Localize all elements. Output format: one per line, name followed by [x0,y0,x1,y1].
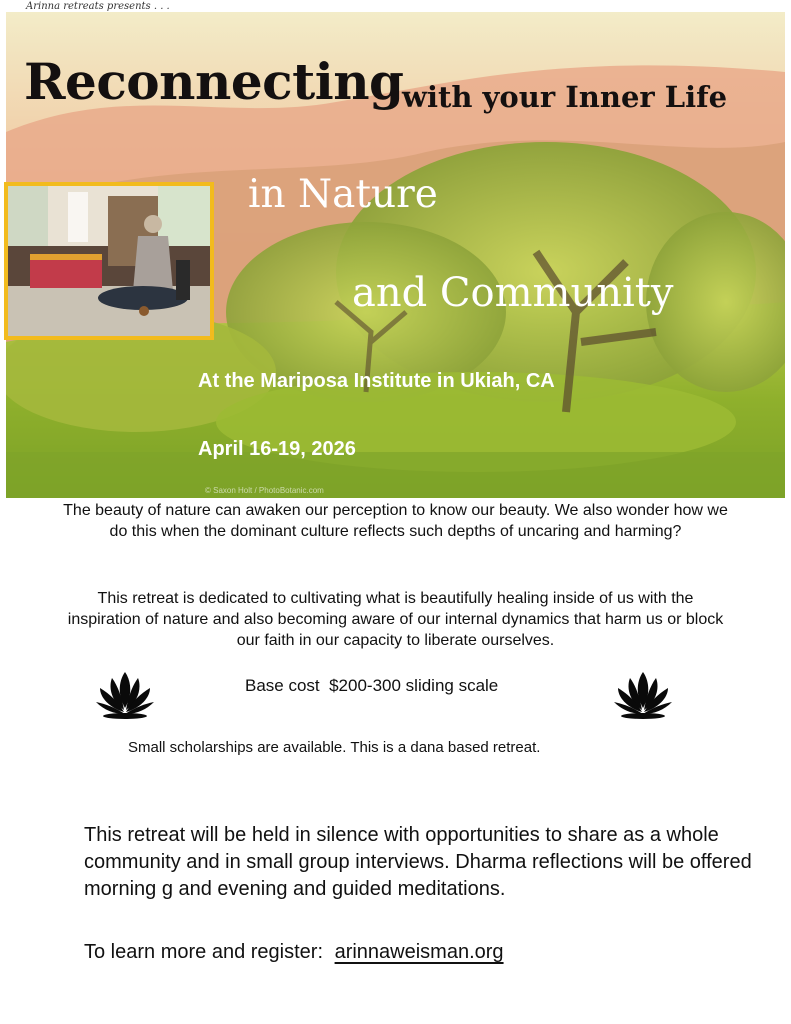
title-and-community: and Community [352,270,674,316]
title-inner-life: with your Inner Life [402,80,728,114]
retreat-location: At the Mariposa Institute in Ukiah, CA [198,370,555,392]
title-in-nature: in Nature [248,172,438,217]
dedication-paragraph: This retreat is dedicated to cultivating what is beautifully healing inside of us with the inspiration of nature and also becoming aware of our internal dynamics that harm us or block our faith in our capacity to liberate ourselves. [67,590,724,649]
base-cost: Base cost $200-300 sliding scale [245,676,499,695]
lotus-icon [94,668,156,720]
presents-tagline: Arinna retreats presents . . . [26,1,170,12]
photo-credit: © Saxon Holt / PhotoBotanic.com [205,486,324,495]
register-label: To learn more and register: [84,941,324,963]
scholarship-note: Small scholarships are available. This is a dana based retreat. [128,739,541,756]
silence-paragraph: This retreat will be held in silence with opportunities to share as a whole community and in small group interviews. Dharma reflections will be offered morning g and evening and guided meditations. [84,824,752,900]
retreat-teacher-photo [4,182,214,340]
website-link[interactable]: arinnaweisman.org [334,941,504,963]
retreat-dates: April 16-19, 2026 [198,438,356,460]
register-line [84,941,504,964]
title-reconnecting: Reconnecting [24,52,404,111]
intro-paragraph: The beauty of nature can awaken our perception to know our beauty. We also wonder how we do this when the dominant culture reflects such depths of uncaring and harming? [63,502,728,540]
lotus-icon [612,668,674,720]
